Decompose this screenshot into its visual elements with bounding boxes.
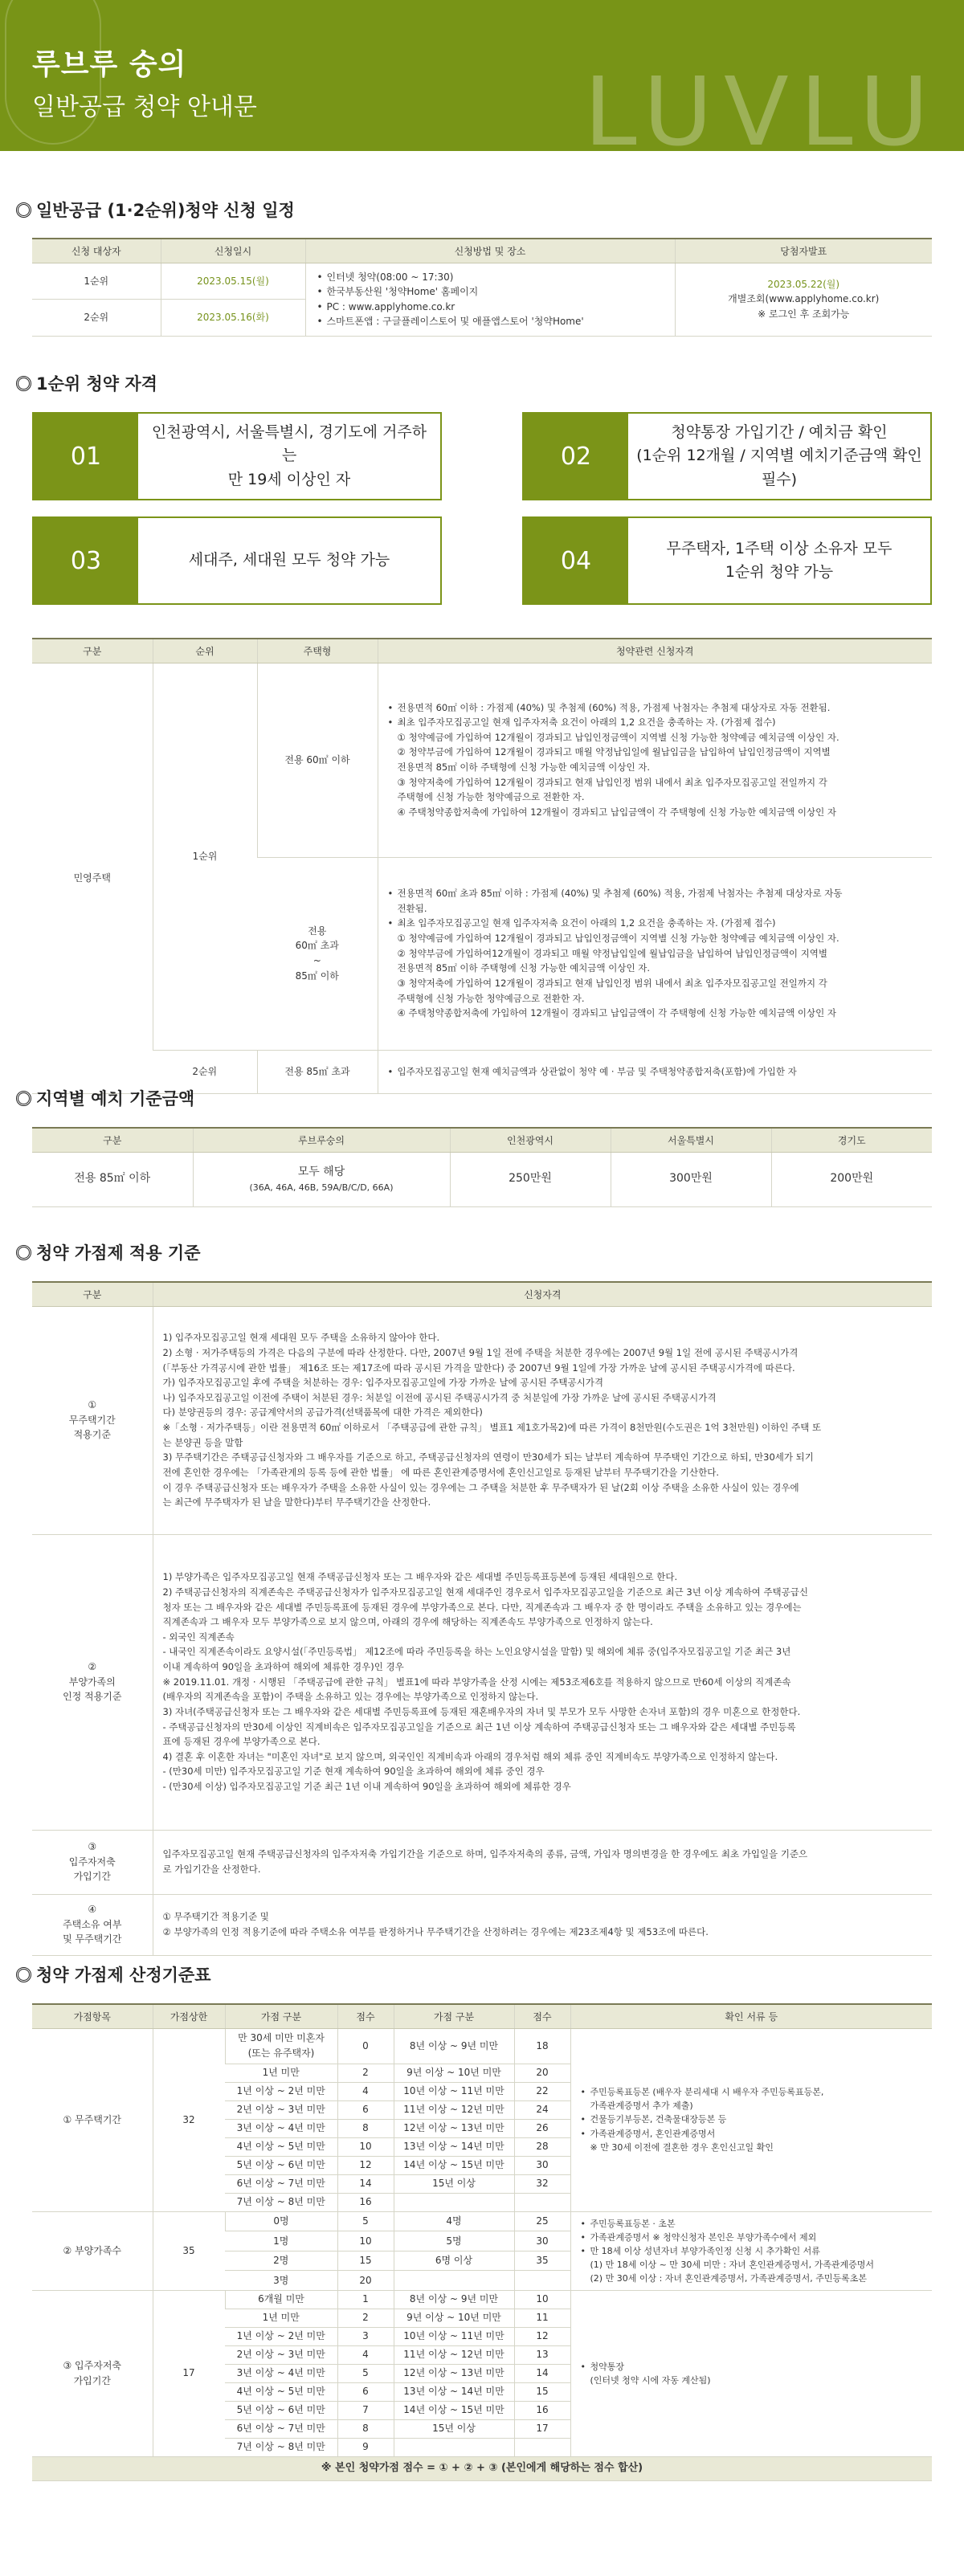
list-item: • PC : www.applyhome.co.kr xyxy=(317,300,664,315)
score-cell: 2년 이상 ~ 3년 미만 xyxy=(225,2100,337,2119)
section-deposit-title xyxy=(16,1086,194,1110)
table-cell: ② 부양가족의 인정 적용기준 xyxy=(32,1534,153,1830)
score-cell: 2 xyxy=(337,2309,394,2327)
score-cell: 14년 이상 ~ 15년 미만 xyxy=(394,2401,514,2419)
section-qualification-title xyxy=(16,371,157,395)
score-cell: 15 xyxy=(514,2382,570,2401)
score-cell: 15 xyxy=(337,2251,394,2271)
table-cell xyxy=(193,1152,450,1206)
section-title-text: 지역별 예치 기준금액 xyxy=(36,1089,195,1108)
score-cell: 4 xyxy=(337,2082,394,2100)
list-item: • 스마트폰앱 : 구글플레이스토어 및 애플앱스토어 '청약Home' xyxy=(317,314,664,329)
score-cell: 5 xyxy=(337,2211,394,2231)
table-header: 루브루숭의 xyxy=(193,1128,450,1152)
score-cell: 12 xyxy=(514,2327,570,2345)
score-cell: 20 xyxy=(337,2271,394,2291)
list-item: • 주민등록표등본 · 초본 xyxy=(581,2217,923,2231)
score-cell: 20 xyxy=(514,2064,570,2082)
table-cell: 전용 60㎡ 초과 ~ 85㎡ 이하 xyxy=(257,857,378,1050)
score-cell: 9년 이상 ~ 10년 미만 xyxy=(394,2064,514,2082)
table-cell: 200만원 xyxy=(771,1152,932,1206)
qualification-text: 청약통장 가입기간 / 예치금 확인 (1순위 12개월 / 지역별 예치기준금액 확인 필수) xyxy=(636,423,922,488)
qualification-box-02 xyxy=(522,412,932,500)
score-cell: 32 xyxy=(514,2174,570,2193)
types-sub: (36A, 46A, 46B, 59A/B/C/D, 66A) xyxy=(249,1182,394,1194)
score-cell: 24 xyxy=(514,2100,570,2119)
qualification-box-03 xyxy=(32,516,442,605)
score-cell: 3년 이상 ~ 4년 미만 xyxy=(225,2364,337,2382)
table-cell: ④ 주택소유 여부 및 무주택기간 xyxy=(32,1894,153,1955)
score-cell: 4년 이상 ~ 5년 미만 xyxy=(225,2382,337,2401)
score-cell: 17 xyxy=(514,2419,570,2438)
score-cell: 10년 이상 ~ 11년 미만 xyxy=(394,2327,514,2345)
score-cell: 5년 이상 ~ 6년 미만 xyxy=(225,2401,337,2419)
score-cell: 1년 미만 xyxy=(225,2309,337,2327)
table-row xyxy=(32,2211,932,2231)
group-max: 17 xyxy=(153,2290,225,2456)
table-header: 가점상한 xyxy=(153,2004,225,2028)
circle-bullet-icon xyxy=(16,1245,31,1260)
qualification-text: 인천광역시, 서울특별시, 경기도에 거주하는 만 19세 이상인 자 xyxy=(151,423,427,488)
score-cell xyxy=(394,2193,514,2211)
apply-method-cell xyxy=(305,263,675,336)
table-cell: ① 무주택기간 적용기준 및 ② 부양가족의 인정 적용기준에 따라 주택소유 여부를 판정하거나 무주택기간을 산정하려는 경우에는 제23조제4항 및 제53조에 따른다. xyxy=(153,1894,932,1955)
table-header: 서울특별시 xyxy=(611,1128,771,1152)
table-header: 가점 구분 xyxy=(225,2004,337,2028)
table-header: 점수 xyxy=(337,2004,394,2028)
list-item: • 건물등기부등본, 건축물대장등본 등 xyxy=(581,2113,923,2126)
group-name: ③ 입주자저축 가입기간 xyxy=(32,2290,153,2456)
qualification-text-c xyxy=(378,1050,932,1093)
list-item: • 가족관계증명서 ※ 청약신청자 본인은 부양가족수에서 제외 xyxy=(581,2231,923,2244)
circle-bullet-icon xyxy=(16,1967,31,1982)
table-cell: 2순위 xyxy=(32,300,161,337)
score-cell: 14 xyxy=(337,2174,394,2193)
page-title: 루브루 숭의 xyxy=(32,48,187,81)
score-cell: 3 xyxy=(337,2327,394,2345)
score-cell: 16 xyxy=(514,2401,570,2419)
score-cell: 3년 이상 ~ 4년 미만 xyxy=(225,2119,337,2137)
score-cell: 13 xyxy=(514,2345,570,2364)
qualification-number: 02 xyxy=(524,414,628,499)
score-cell xyxy=(394,2271,514,2291)
announce-line: 개별조회(www.applyhome.co.kr) xyxy=(728,293,880,305)
announce-note: ※ 로그인 후 조회가능 xyxy=(758,308,850,320)
score-cell: 3명 xyxy=(225,2271,337,2291)
score-cell: 8년 이상 ~ 9년 미만 xyxy=(394,2028,514,2064)
score-cell: 5명 xyxy=(394,2231,514,2251)
score-cell: 26 xyxy=(514,2119,570,2137)
score-cell: 2명 xyxy=(225,2251,337,2271)
score-cell: 18 xyxy=(514,2028,570,2064)
score-cell: 13년 이상 ~ 14년 미만 xyxy=(394,2137,514,2156)
qualification-number: 04 xyxy=(524,518,628,603)
table-cell: ③ 입주자저축 가입기간 xyxy=(32,1830,153,1894)
list-item: • 인터넷 청약(08:00 ~ 17:30) xyxy=(317,270,664,285)
table-header: 구분 xyxy=(32,1282,153,1306)
table-header: 신청자격 xyxy=(153,1282,932,1306)
score-cell: 5년 이상 ~ 6년 미만 xyxy=(225,2156,337,2174)
score-cell: 6명 이상 xyxy=(394,2251,514,2271)
table-cell: 1) 입주자모집공고일 현재 세대원 모두 주택을 소유하지 않아야 한다. 2) 소형 · 저가주택등의 가격은 다음의 구분에 따라 산정한다. 다만, 2007년 9월 1일 전에 주택을 처분한 경우에는 2007년 9월 1일 전에 공시된 주택공시가격 (「부동산 가격공시에 관한 법률」 제16조 또는 제17조에 따라 공시된 가격을 말한다) 중 2007년 9월 1일에 가장 가까운 날에 공시된 주택공시가격에 따른다. 가) 입주자모집공고일 후에 주택을 처분하는 경우: 입주자모집공고일에 가장 가까운 날에 공시된 주택공시가격 나) 입주자모집공고일 이전에 주택이 처분된 경우: 처분일 이전에 공시된 주택공시가격 중 처분일에 가장 가까운 날에 공시된 주택공시가격 다) 분양권등의 경우: 공급계약서의 공급가격(선택품목에 대한 가격은 제외한다) ※「소형 · 저가주택등」이란 전용면적 60㎡ 이하로서 「주택공급에 관한 규칙」 별표1 제1호가목2)에 따른 가격이 8천만원(수도권은 1억 3천만원) 이하인 주택 또 는 분양권 등을 말함 3) 무주택기간은 주택공급신청자와 그 배우자를 기준으로 하고, 주택공급신청자의 연령이 만30세가 되는 날부터 계속하여 무주택인 기간으로 하되, 만30세가 되기 전에 혼인한 경우에는 「가족관계의 등록 등에 관한 법률」 에 따른 혼인관계증명서에 혼인신고일로 등재된 날부터 무주택기간을 기산한다. 이 경우 주택공급신청자 또는 배우자가 주택을 소유한 사실이 있는 경우에는 그 주택을 처분한 후 무주택자가 된 날(2회 이상 주택을 소유한 사실이 있는 경우에 는 최근에 무주택자가 된 날을 말한다)부터 무주택기간을 산정한다. xyxy=(153,1306,932,1534)
score-cell: 14년 이상 ~ 15년 미만 xyxy=(394,2156,514,2174)
score-cell: 9년 이상 ~ 10년 미만 xyxy=(394,2309,514,2327)
score-cell: 30 xyxy=(514,2156,570,2174)
score-cell: 8년 이상 ~ 9년 미만 xyxy=(394,2290,514,2309)
table-header: 구분 xyxy=(32,639,153,663)
score-cell: 11년 이상 ~ 12년 미만 xyxy=(394,2345,514,2364)
score-cell: 16 xyxy=(337,2193,394,2211)
score-cell: 22 xyxy=(514,2082,570,2100)
table-header: 신청일시 xyxy=(161,239,305,263)
score-cell: 1년 미만 xyxy=(225,2064,337,2082)
score-cell xyxy=(514,2193,570,2211)
section-title-text: 일반공급 (1·2순위)청약 신청 일정 xyxy=(36,201,295,220)
table-cell: 1) 부양가족은 입주자모집공고일 현재 주택공급신청자 또는 그 배우자와 같은 세대별 주민등록표등본에 등재된 세대원으로 한다. 2) 주택공급신청자의 직계존속은 주택공급신청자가 입주자모집공고일 현재 세대주인 경우로서 입주자모집공고일을 기준으로 최근 3년 이상 계속하여 주택공급신 청자 또는 그 배우자와 같은 세대별 주민등록표에 등재된 경우에 부양가족으로 본다. 다만, 직계존속과 그 배우자 중 한 명이라도 주택을 소유하고 있는 경우에는 직계존속과 그 배우자 모두 부양가족으로 보지 않으며, 아래의 경우에 해당하는 직계존속도 부양가족으로 인정하지 않는다. - 외국인 직계존속 - 내국인 직계존속이라도 요양시설(「주민등록법」 제12조에 따라 주민등록을 하는 노인요양시설을 말함) 및 해외에 체류 중(입주자모집공고일 기준 최근 3년 이내 계속하여 90일을 초과하여 해외에 체류한 경우)인 경우 ※ 2019.11.01. 개정 · 시행된 「주택공급에 관한 규칙」 별표1에 따라 부양가족을 산정 시에는 제53조제6호를 적용하지 않으므로 만60세 이상의 직계존속 (배우자의 직계존속을 포함)이 주택을 소유하고 있는 경우에는 부양가족으로 인정하지 않는다. 3) 자녀(주택공급신청자 또는 그 배우자와 같은 세대별 주민등록표에 등재된 재혼배우자의 자녀 및 부모가 모두 사망한 손자녀 포함)의 경우 미혼으로 한정한다. - 주택공급신청자의 만30세 이상인 직계비속은 입주자모집공고일을 기준으로 최근 1년 이상 계속하여 주택공급신청자 또는 그 배우자와 같은 세대별 주민등록 표에 등재된 경우에 부양가족으로 본다. 4) 결혼 후 이혼한 자녀는 "미혼인 자녀"로 보지 않으며, 외국인인 직계비속과 아래의 경우처럼 해외 체류 중인 직계비속도 부양가족으로 인정하지 않는다. - (만30세 미만) 입주자모집공고일 기준 현재 계속하여 90일을 초과하여 해외에 체류 중인 경우 - (만30세 이상) 입주자모집공고일 기준 최근 1년 이내 계속하여 90일을 초과하여 해외에 체류한 경우 xyxy=(153,1534,932,1830)
group-max: 32 xyxy=(153,2028,225,2211)
score-cell: 2 xyxy=(337,2064,394,2082)
score-cell: 0명 xyxy=(225,2211,337,2231)
qualification-number: 03 xyxy=(34,518,138,603)
score-cell: 만 30세 미만 미혼자 (또는 유주택자) xyxy=(225,2028,337,2064)
circle-bullet-icon xyxy=(16,1091,31,1106)
score-cell: 12년 이상 ~ 13년 미만 xyxy=(394,2119,514,2137)
list-item: • 입주자모집공고일 현재 예치금액과 상관없이 청약 예 · 부금 및 주택청약종합저축(포함)에 가입한 자 xyxy=(388,1064,923,1080)
score-cell: 25 xyxy=(514,2211,570,2231)
qualification-text-a xyxy=(378,663,932,857)
score-cell: 10년 이상 ~ 11년 미만 xyxy=(394,2082,514,2100)
score-cell: 6년 이상 ~ 7년 미만 xyxy=(225,2174,337,2193)
score-cell: 9 xyxy=(337,2438,394,2456)
header-banner xyxy=(0,0,964,151)
score-cell xyxy=(394,2438,514,2456)
score-cell: 1 xyxy=(337,2290,394,2309)
point-criteria-table xyxy=(32,1281,932,1956)
list-item: • 가족관계증명서, 혼인관계증명서 ※ 만 30세 이전에 결혼한 경우 혼인신고일 확인 xyxy=(581,2127,923,2154)
section-title-text: 청약 가점제 적용 기준 xyxy=(36,1243,201,1263)
table-cell: 전용 60㎡ 이하 xyxy=(257,663,378,857)
score-cell xyxy=(514,2438,570,2456)
table-header: 당첨자발표 xyxy=(675,239,932,263)
list-item: • 전용면적 60㎡ 이하 : 가점제 (40%) 및 추첨제 (60%) 적용, 가점제 낙첨자는 추첨제 대상자로 자동 전환됨. xyxy=(388,700,923,716)
score-cell: 1명 xyxy=(225,2231,337,2251)
list-item: • 전용면적 60㎡ 초과 85㎡ 이하 : 가점제 (40%) 및 추첨제 (60%) 적용, 가점제 낙첨자는 추첨제 대상자로 자동 전환됨. xyxy=(388,886,923,916)
documents-cell xyxy=(570,2290,932,2456)
score-cell xyxy=(514,2271,570,2291)
qualification-table xyxy=(32,638,932,1094)
score-cell: 4 xyxy=(337,2345,394,2364)
qualification-box-04 xyxy=(522,516,932,605)
table-header: 가점 구분 xyxy=(394,2004,514,2028)
table-row xyxy=(32,2290,932,2309)
documents-cell xyxy=(570,2028,932,2211)
table-header: 청약관련 신청자격 xyxy=(378,639,932,663)
qualification-box-01 xyxy=(32,412,442,500)
circle-bullet-icon xyxy=(16,376,31,391)
table-cell: 전용 85㎡ 초과 xyxy=(257,1050,378,1093)
score-cell: 13년 이상 ~ 14년 미만 xyxy=(394,2382,514,2401)
page-subtitle: 일반공급 청약 안내문 xyxy=(32,93,257,121)
score-cell: 8 xyxy=(337,2119,394,2137)
documents-cell xyxy=(570,2211,932,2290)
score-cell: 1년 이상 ~ 2년 미만 xyxy=(225,2082,337,2100)
table-header: 주택형 xyxy=(257,639,378,663)
qualification-number: 01 xyxy=(34,414,138,499)
table-cell: 1순위 xyxy=(32,263,161,300)
score-cell: 6개월 미만 xyxy=(225,2290,337,2309)
score-cell: 10 xyxy=(337,2231,394,2251)
score-cell: 8 xyxy=(337,2419,394,2438)
list-item: • 주민등록표등본 (배우자 분리세대 시 배우자 주민등록표등본, 가족관계증명서 추가 제출) xyxy=(581,2085,923,2113)
table-cell: 250만원 xyxy=(450,1152,611,1206)
score-cell: 35 xyxy=(514,2251,570,2271)
table-header: 경기도 xyxy=(771,1128,932,1152)
table-cell: 1순위 xyxy=(153,663,257,1050)
score-cell: 6년 이상 ~ 7년 미만 xyxy=(225,2419,337,2438)
table-cell: 2순위 xyxy=(153,1050,257,1093)
section-point-criteria-title xyxy=(16,1240,201,1264)
deposit-table xyxy=(32,1127,932,1207)
total-formula: ※ 본인 청약가점 점수 = ① + ② + ③ (본인에게 해당하는 점수 합산) xyxy=(32,2456,932,2480)
score-cell: 6 xyxy=(337,2382,394,2401)
table-header: 구분 xyxy=(32,1128,193,1152)
list-item: • 만 18세 이상 성년자녀 부양가족인정 신청 시 추가확인 서류 (1) 만 18세 이상 ~ 만 30세 미만 : 자녀 혼인관계증명서, 가족관계증명서 (2) 만 30세 이상 : 자녀 혼인관계증명서, 가족관계증명서, 주민등록초본 xyxy=(581,2244,923,2285)
announcement-cell xyxy=(675,263,932,336)
types-main: 모두 해당 xyxy=(297,1165,345,1178)
table-cell: 2023.05.15(월) xyxy=(161,263,305,300)
circle-bullet-icon xyxy=(16,202,31,218)
score-cell: 15년 이상 xyxy=(394,2174,514,2193)
table-cell: 2023.05.16(화) xyxy=(161,300,305,337)
score-cell: 28 xyxy=(514,2137,570,2156)
score-cell: 1년 이상 ~ 2년 미만 xyxy=(225,2327,337,2345)
table-cell: ① 무주택기간 적용기준 xyxy=(32,1306,153,1534)
score-cell: 7년 이상 ~ 8년 미만 xyxy=(225,2193,337,2211)
score-cell: 2년 이상 ~ 3년 미만 xyxy=(225,2345,337,2364)
table-row xyxy=(32,2028,932,2064)
score-cell: 5 xyxy=(337,2364,394,2382)
announce-date: 2023.05.22(월) xyxy=(767,278,840,290)
score-cell: 15년 이상 xyxy=(394,2419,514,2438)
qualification-text: 무주택자, 1주택 이상 소유자 모두 1순위 청약 가능 xyxy=(666,539,893,581)
score-cell: 12년 이상 ~ 13년 미만 xyxy=(394,2364,514,2382)
table-cell: 입주자모집공고일 현재 주택공급신청자의 입주자저축 가입기간을 기준으로 하며, 입주자저축의 종류, 금액, 가입자 명의변경을 한 경우에도 최초 가입일을 기준으 로 가입기간을 산정한다. xyxy=(153,1830,932,1894)
score-cell: 7년 이상 ~ 8년 미만 xyxy=(225,2438,337,2456)
score-cell: 12 xyxy=(337,2156,394,2174)
group-name: ② 부양가족수 xyxy=(32,2211,153,2290)
table-header: 인천광역시 xyxy=(450,1128,611,1152)
score-cell: 10 xyxy=(337,2137,394,2156)
table-cell: 전용 85㎡ 이하 xyxy=(32,1152,193,1206)
list-item: • 최초 입주자모집공고일 현재 입주자저축 요건이 아래의 1,2 요건을 충족하는 자. (가점제 접수) ① 청약예금에 가입하여 12개월이 경과되고 납입인정금액이 지역별 신청 가능한 청약예금 예치금액 이상인 자. ② 청약부금에 가입하여12개월이 경과되고 매월 약정납입일에 월납입금을 납입하여 납입인정금액이 지역별 전용면적 85㎡ 이하 주택형에 신청 가능한 예치금액 이상인 자. ③ 청약저축에 가입하여 12개월이 경과되고 현재 납입인정 범위 내에서 최초 입주자모집공고일 전일까지 각 주택형에 신청 가능한 청약예금으로 전환한 자. ④ 주택청약종합저축에 가입하여 12개월이 경과되고 납입금액이 각 주택형에 신청 가능한 예치금액 이상인 자 xyxy=(388,916,923,1020)
table-header: 점수 xyxy=(514,2004,570,2028)
table-header: 확인 서류 등 xyxy=(570,2004,932,2028)
table-header: 신청 대상자 xyxy=(32,239,161,263)
group-max: 35 xyxy=(153,2211,225,2290)
section-schedule-title xyxy=(16,198,295,222)
score-cell: 7 xyxy=(337,2401,394,2419)
score-cell: 14 xyxy=(514,2364,570,2382)
table-header: 신청방법 및 장소 xyxy=(305,239,675,263)
list-item: • 최초 입주자모집공고일 현재 입주자저축 요건이 아래의 1,2 요건을 충족하는 자. (가점제 접수) ① 청약예금에 가입하여 12개월이 경과되고 납입인정금액이 지역별 신청 가능한 청약예금 예치금액 이상인 자. ② 청약부금에 가입하여 12개월이 경과되고 매월 약정납입일에 월납입금을 납입하여 납입인정금액이 지역별 전용면적 85㎡ 이하 주택형에 신청 가능한 예치금액 이상인 자. ③ 청약저축에 가입하여 12개월이 경과되고 현재 납입인정 범위 내에서 최초 입주자모집공고일 전일까지 각 주택형에 신청 가능한 청약예금으로 전환한 자. ④ 주택청약종합저축에 가입하여 12개월이 경과되고 납입금액이 각 주택형에 신청 가능한 예치금액 이상인 자 xyxy=(388,715,923,819)
score-cell: 0 xyxy=(337,2028,394,2064)
table-header: 순위 xyxy=(153,639,257,663)
table-cell: 300만원 xyxy=(611,1152,771,1206)
score-cell: 6 xyxy=(337,2100,394,2119)
point-score-table xyxy=(32,2003,932,2481)
qualification-text: 세대주, 세대원 모두 청약 가능 xyxy=(188,551,390,569)
score-cell: 4명 xyxy=(394,2211,514,2231)
section-title-text: 1순위 청약 자격 xyxy=(36,374,157,394)
table-cell: 민영주택 xyxy=(32,663,153,1093)
table-header: 가점항목 xyxy=(32,2004,153,2028)
section-point-table-title xyxy=(16,1962,210,1986)
score-cell: 11 xyxy=(514,2309,570,2327)
score-cell: 10 xyxy=(514,2290,570,2309)
list-item: • 한국부동산원 '청약Home' 홈페이지 xyxy=(317,284,664,300)
brand-watermark: LUVLU xyxy=(583,56,940,151)
list-item: • 청약통장 (인터넷 청약 시에 자동 계산됨) xyxy=(581,2360,923,2387)
score-cell: 11년 이상 ~ 12년 미만 xyxy=(394,2100,514,2119)
section-title-text: 청약 가점제 산정기준표 xyxy=(36,1966,211,1985)
group-name: ① 무주택기간 xyxy=(32,2028,153,2211)
qualification-text-b xyxy=(378,857,932,1050)
score-cell: 30 xyxy=(514,2231,570,2251)
schedule-table xyxy=(32,238,932,337)
score-cell: 4년 이상 ~ 5년 미만 xyxy=(225,2137,337,2156)
